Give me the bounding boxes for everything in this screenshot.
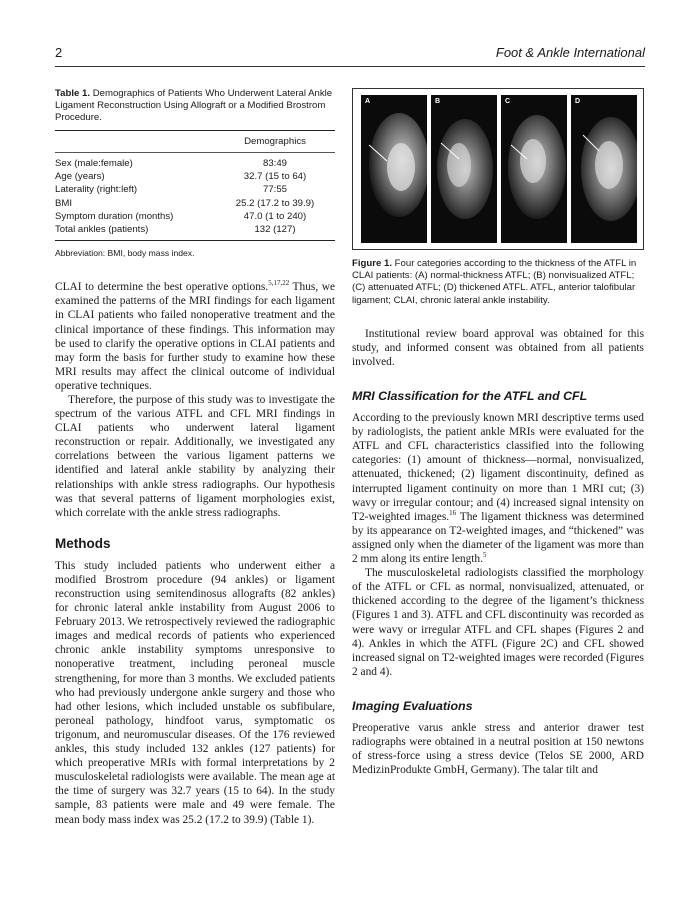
- demographics-table: [55, 157, 335, 236]
- table-caption-label: Table 1.: [55, 88, 91, 99]
- table-footnote: Abbreviation: BMI, body mass index.: [55, 248, 195, 259]
- methods-heading: Methods: [55, 535, 111, 551]
- mri-panel-b: [431, 95, 497, 243]
- row-value: 32.7 (15 to 64): [243, 171, 307, 183]
- panel-label: D: [575, 98, 581, 105]
- mri-classification-heading: MRI Classification for the ATFL and CFL: [352, 389, 588, 404]
- mri-image-icon: [571, 95, 637, 243]
- para1-text-a: CLAI to determine the best operative options.: [55, 281, 269, 294]
- mri-image-icon: [431, 95, 497, 243]
- table-row: [55, 223, 335, 236]
- journal-title: Foot & Ankle International: [495, 45, 645, 60]
- figure-caption-label: Figure 1.: [352, 258, 392, 269]
- header-rule: [55, 66, 645, 67]
- row-label: Sex (male:female): [55, 158, 133, 169]
- mri-paragraph-2: The musculoskeletal radiologists classified the morphology of the ATFL or CFL as normal, nonvisualized, attenuated, or thickened according to the degree of the ligament’s thickness (Figures 1 and 3). ATFL and CFL discontinuity was recorded as were wavy or irregular ATFL and CFL shapes (Figures 2 and 4). Ankles in which the ATFL (Figure 2C) and CFL showed increased signal on T2-weighted images were recorded (Figures 2 and 4).: [352, 567, 644, 678]
- mri-image-icon: [501, 95, 567, 243]
- running-header: [55, 45, 645, 65]
- citation: 5,17,22: [268, 279, 290, 288]
- table-caption-text: Demographics of Patients Who Underwent Lateral Ankle Ligament Reconstruction Using Allograft or a Modified Brostrom Procedure.: [55, 88, 333, 123]
- row-label: BMI: [55, 197, 73, 209]
- table-row: [55, 170, 335, 183]
- table-bottom-rule: [55, 240, 335, 241]
- mri-paragraph-1: [352, 411, 644, 566]
- right-column: [352, 88, 644, 777]
- mri-para1-text-a: According to the previously known MRI descriptive terms used by radiologists, the patient ankle MRIs were evaluated for the ATFL and CFL characteristics classified into the following categories: (1) amount of thickness—normal, nonvisualized, attenuated, thickened; (2) ligament discontinuity, defined as interrupted ligament continuity on more than 1 MRI cut; (3) wavy or irregular contour; and (4) increased signal intensity on T2-weighted images.: [352, 412, 644, 523]
- table-row: [55, 183, 335, 196]
- table-row: [55, 197, 335, 210]
- imaging-evaluations-heading: Imaging Evaluations: [352, 698, 473, 713]
- row-value: 132 (127): [254, 224, 296, 236]
- table-caption: [55, 88, 335, 124]
- row-label: Symptom duration (months): [55, 210, 174, 222]
- row-label: Total ankles (patients): [55, 224, 149, 236]
- table-column-header: Demographics: [244, 136, 306, 147]
- row-value: 25.2 (17.2 to 39.9): [235, 197, 315, 209]
- left-column: [55, 88, 335, 827]
- para1-text-b: Thus, we examined the patterns of the MRI findings for each ligament in CLAI patients who failed nonoperative treatment and the clinical importance of these findings. This information may be used to clarify the operative options in CLAI patients and may form the basis for further study to examine how these MRI results may affect the clinical outcome of individual operative techniques.: [55, 281, 335, 392]
- intro-paragraph-1: [55, 280, 335, 393]
- table-header-rule: [55, 152, 335, 153]
- figure-caption: [352, 258, 644, 307]
- irb-paragraph: Institutional review board approval was obtained for this study, and informed consent was obtained from all patients involved.: [352, 327, 644, 368]
- citation: 16: [449, 508, 457, 517]
- intro-paragraph-2: Therefore, the purpose of this study was to investigate the spectrum of the various ATFL and CFL MRI findings in CLAI patients who underwent lateral ligament reconstruction or repair. Additionally, we investigated any correlations between the various ligament patterns we identified and lateral ankle stability by analyzing their relationships with ankle stress radiographs. Our hypothesis was that several patterns of ligament morphologies exist, which correlate with the ankle stress radiographs.: [55, 393, 335, 519]
- page-number: 2: [55, 45, 63, 60]
- panel-label: A: [365, 98, 371, 105]
- panel-label: B: [435, 98, 441, 105]
- methods-paragraph: This study included patients who underwent either a modified Brostrom procedure (94 ankles) or ligament reconstruction using semitendinosus allografts (82 ankles) for chronic lateral ankle instability from August 2006 to February 2013. We retrospectively reviewed the radiographic images and medical records of patients who experienced chronic ankle instability symptoms unresponsive to nonoperative treatment, including peroneal muscle strengthening, for more than 3 months. We excluded patients who had previously undergone ankle surgery and those who had other lesions, which included unstable os subfibulare, peroneal pathology, hindfoot varus, symptomatic os trigonum, and neuromuscular diseases. Of the 176 reviewed ankles, this study included 132 ankles (127 patients) for which preoperative MRIs with formal interpretations by 2 musculoskeletal radiologists were available. The mean age at the time of surgery was 32.7 years (15 to 64). In the study sample, 83 patients were male and 49 were female. The mean body mass index was 25.2 (17.2 to 39.9) (Table 1).: [55, 559, 335, 826]
- row-label: Laterality (right:left): [55, 184, 138, 196]
- row-value: 83:49: [262, 158, 287, 169]
- mri-panel-d: [571, 95, 637, 243]
- mri-panel-a: [361, 95, 427, 243]
- panel-label: C: [505, 98, 511, 105]
- mri-panel-c: [501, 95, 567, 243]
- row-value: 77:55: [262, 184, 287, 196]
- citation: 5: [482, 551, 487, 560]
- table-row: [55, 157, 335, 170]
- figure-caption-text: Four categories according to the thickness of the ATFL in CLAI patients: (A) normal-thickness ATFL; (B) nonvisualized ATFL; (C) attenuated ATFL; (D) thickened ATFL. ATFL, anterior talofibular ligament; CLAI, chronic lateral ankle instability.: [352, 258, 637, 306]
- mri-para1-text-b: The ligament thickness was determined by its appearance on T2-weighted images, and “thickened” was assigned only when the diameter of the ligament was more than 2 mm along its entire length.: [352, 510, 644, 566]
- table-row: [55, 210, 335, 223]
- figure-1: [352, 88, 644, 250]
- row-value: 47.0 (1 to 240): [243, 210, 307, 222]
- imaging-paragraph: Preoperative varus ankle stress and anterior drawer test radiographs were obtained in a neutral position at 150 newtons of stress-force using a stress device (Telos SE 2000, ARD MedizinProdukte GmbH, Germany). The talar tilt and: [352, 721, 644, 777]
- mri-image-icon: [361, 95, 427, 243]
- row-label: Age (years): [55, 171, 105, 183]
